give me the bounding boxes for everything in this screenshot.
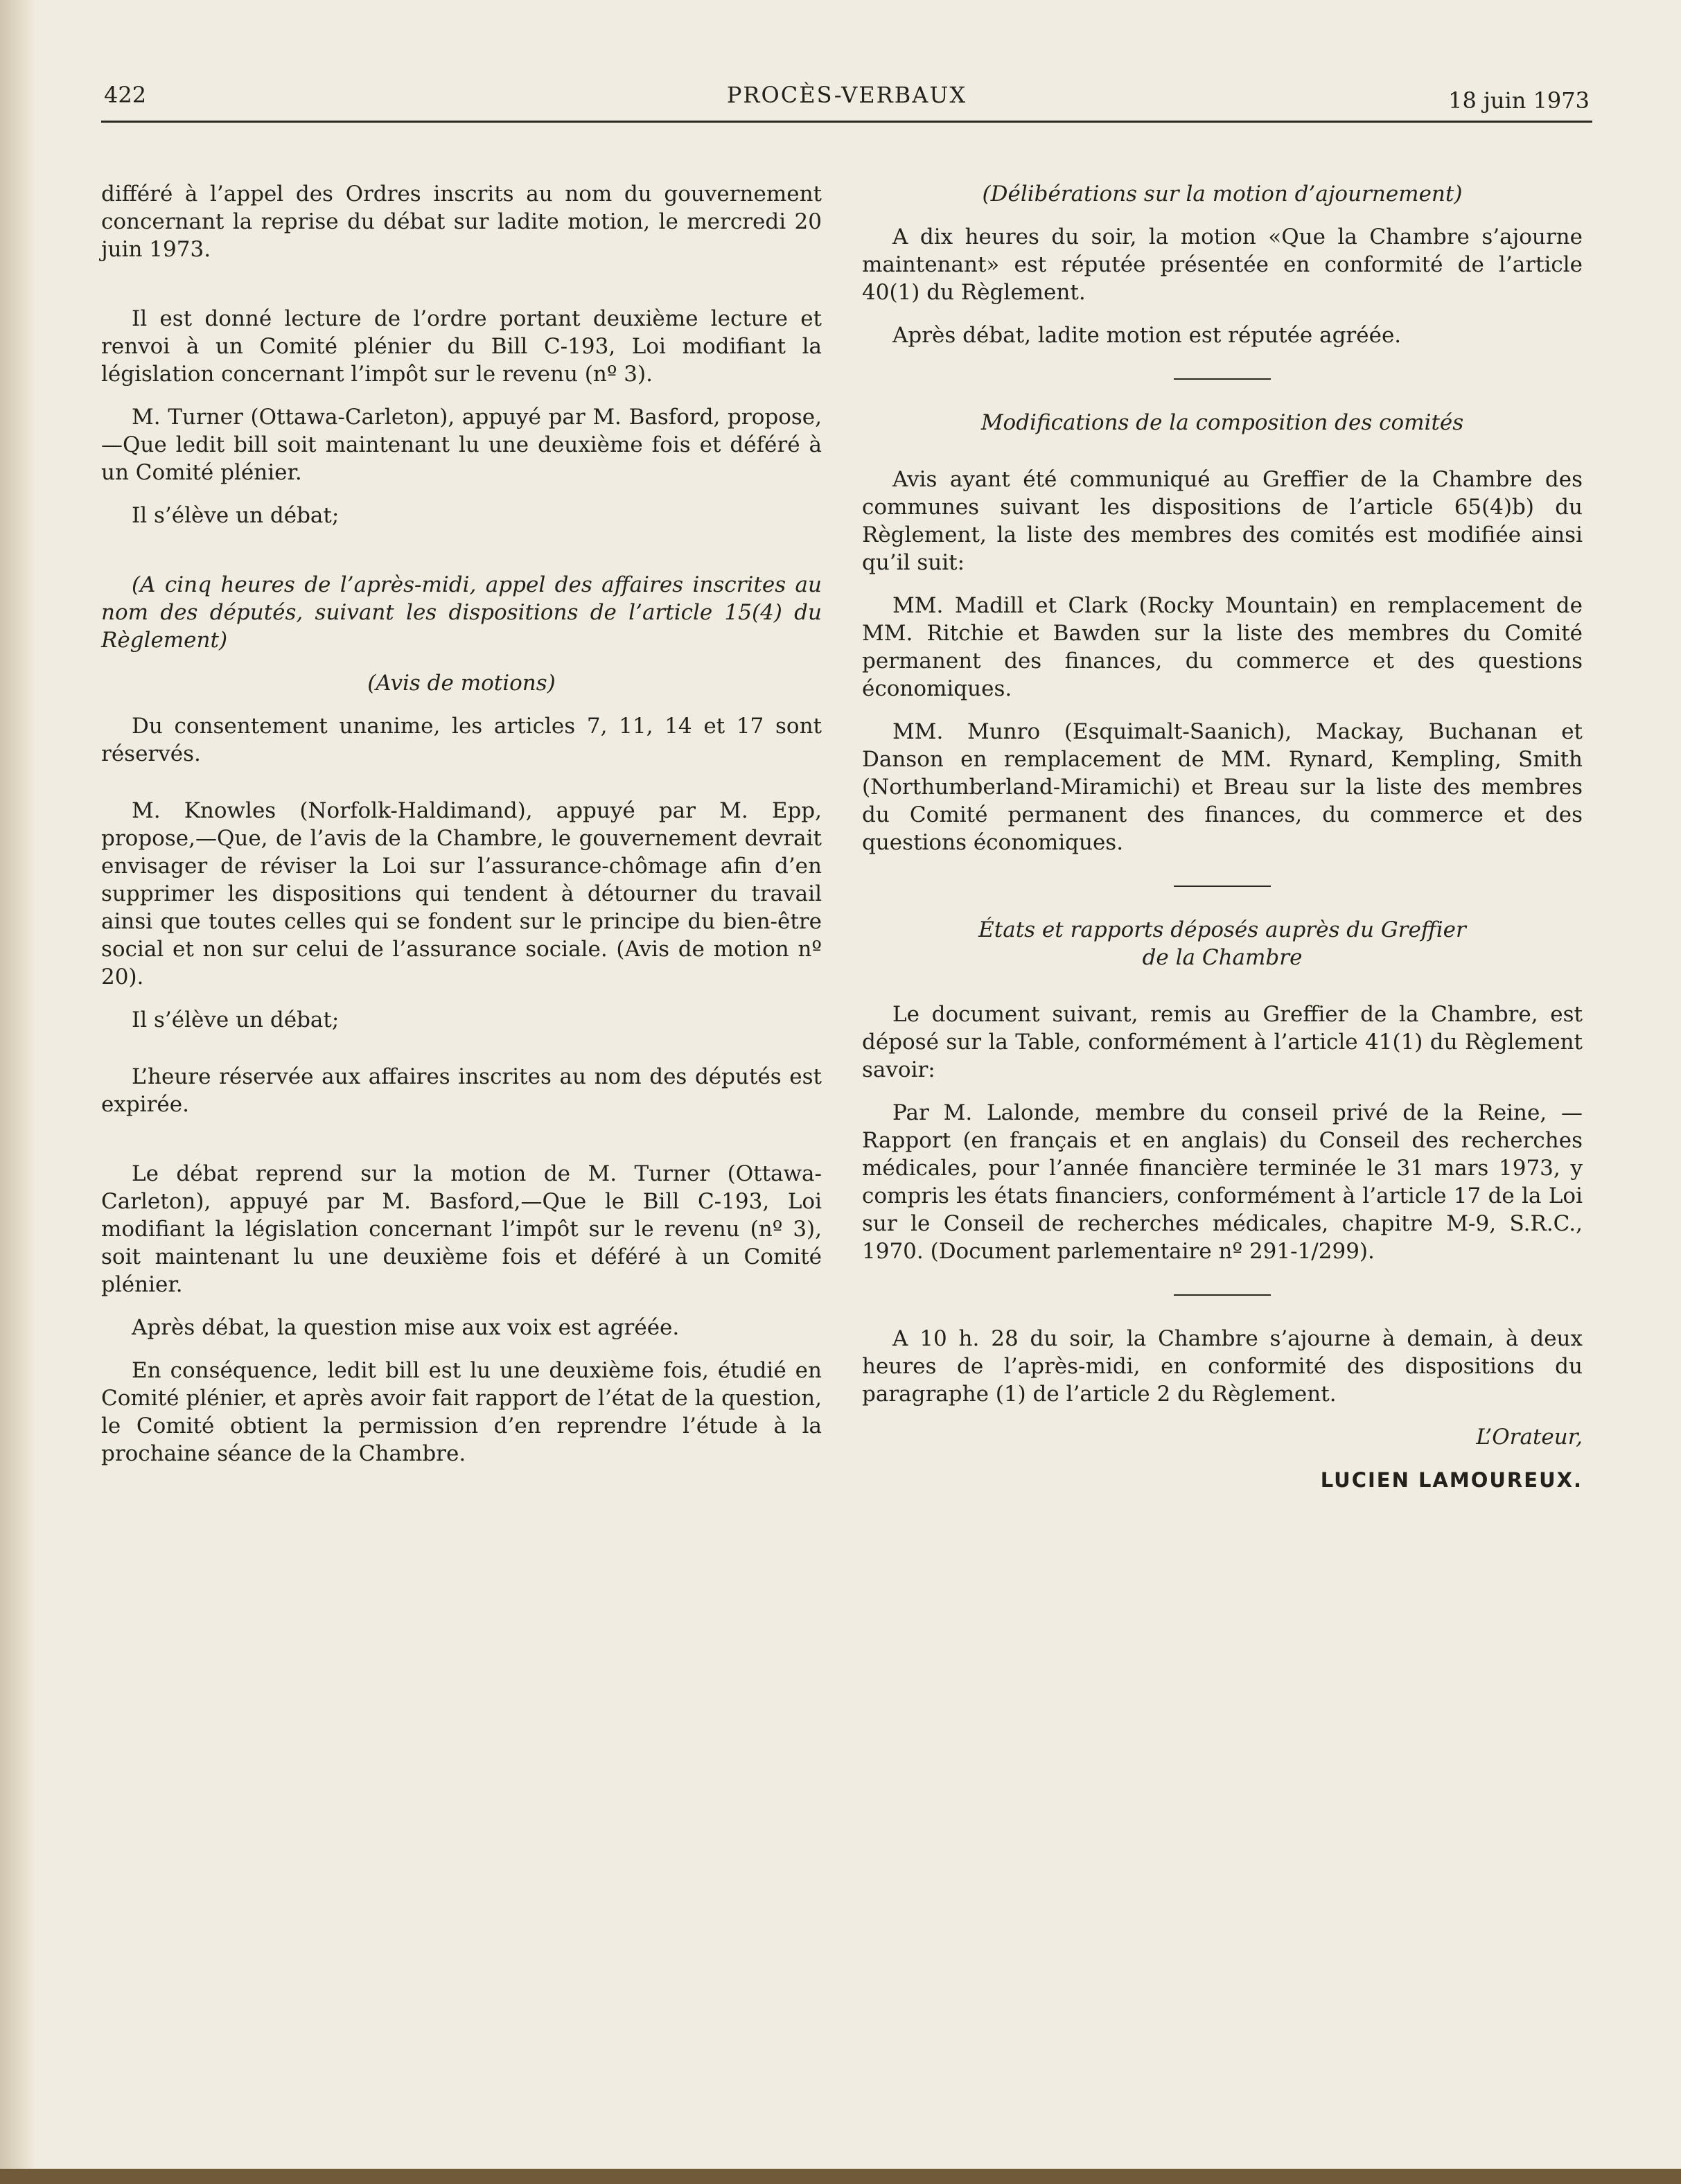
left-paragraph-4: Il s’élève un débat; xyxy=(132,503,340,528)
left-paragraph-13: En conséquence, ledit bill est lu une deuxième fois, étudié en Comité plénier, et après avoir fait rapport de l’état de la question, le Comité obtient la permission d’en reprendre l’étude à la prochaine séance de la Chambre. xyxy=(101,1358,822,1466)
signature-name: LUCIEN LAMOUREUX. xyxy=(1320,1468,1583,1492)
right-paragraph-4: MM. Madill et Clark (Rocky Mountain) en remplacement de MM. Ritchie et Bawden sur la liste des membres du Comité permanent des finances, du commerce et des questions économiques. xyxy=(862,593,1583,701)
left-paragraph-12: Après débat, la question mise aux voix est agréée. xyxy=(132,1315,680,1340)
page-bottom-edge xyxy=(0,2169,1681,2184)
right-paragraph-2: Après débat, ladite motion est réputée agréée. xyxy=(892,323,1402,348)
left-column xyxy=(101,180,822,1468)
left-subheading: (Avis de motions) xyxy=(367,671,556,696)
right-paragraph-1: A dix heures du soir, la motion «Que la Chambre s’ajourne maintenant» est réputée présentée en conformité de l’article 40(1) du Règlement. xyxy=(862,224,1583,305)
page-date: 18 juin 1973 xyxy=(1448,87,1590,114)
left-paragraph-3: M. Turner (Ottawa-Carleton), appuyé par M. Basford, propose,—Que ledit bill soit maintenant lu une deuxième fois et déféré à un Comité plénier. xyxy=(101,405,822,485)
left-paragraph-8: M. Knowles (Norfolk-Haldimand), appuyé par M. Epp, propose,—Que, de l’avis de la Chambre, le gouvernement devrait envisager de réviser la Loi sur l’assurance-chômage afin d’en supprimer les dispositions qui tendent à détourner du travail ainsi que toutes celles qui se fondent sur le principe du bien-être social et non sur celui de l’assurance sociale. (Avis de motion nº 20). xyxy=(101,798,822,989)
left-paragraph-7: Du consentement unanime, les articles 7, 11, 14 et 17 sont réservés. xyxy=(101,714,822,766)
running-title: PROCÈS-VERBAUX xyxy=(726,82,967,108)
page-header xyxy=(101,78,1592,123)
right-subheading-1: (Délibérations sur la motion d’ajournement) xyxy=(982,182,1463,206)
left-paragraph-11: Le débat reprend sur la motion de M. Turner (Ottawa-Carleton), appuyé par M. Basford,—Que le Bill C-193, Loi modifiant la législation concernant l’impôt sur le revenu (nº 3), soit maintenant lu une deuxième fois et déféré à un Comité plénier. xyxy=(101,1161,822,1297)
right-paragraph-3: Avis ayant été communiqué au Greffier de la Chambre des communes suivant les dispositions de l’article 65(4)b) du Règlement, la liste des membres des comités est modifiée ainsi qu’il suit: xyxy=(862,467,1583,575)
right-paragraph-7: Par M. Lalonde, membre du conseil privé de la Reine, —Rapport (en français et en anglais) du Conseil des recherches médicales, pour l’année financière terminée le 31 mars 1973, y compris les états financiers, conformément à l’article 17 de la Loi sur le Conseil de recherches médicales, chapitre M-9, S.R.C., 1970. (Document parlementaire nº 291-1/299). xyxy=(862,1100,1583,1264)
left-paragraph-9: Il s’élève un débat; xyxy=(132,1007,340,1032)
right-paragraph-8: A 10 h. 28 du soir, la Chambre s’ajourne à demain, à deux heures de l’après-midi, en conformité des dispositions du paragraphe (1) de l’article 2 du Règlement. xyxy=(862,1326,1583,1407)
left-paragraph-1: différé à l’appel des Ordres inscrits au nom du gouvernement concernant la reprise du débat sur ladite motion, le mercredi 20 juin 1973. xyxy=(101,182,822,262)
right-heading-2: Modifications de la composition des comités xyxy=(980,410,1464,435)
right-heading-3: États et rapports déposés auprès du Greffier de la Chambre xyxy=(978,917,1466,970)
left-section-note: (A cinq heures de l’après-midi, appel des affaires inscrites au nom des députés, suivant les dispositions de l’article 15(4) du Règlement) xyxy=(101,572,822,653)
page-number: 422 xyxy=(104,82,147,108)
right-paragraph-6: Le document suivant, remis au Greffier de la Chambre, est déposé sur la Table, conformément à l’article 41(1) du Règlement savoir: xyxy=(862,1002,1583,1082)
left-paragraph-2: Il est donné lecture de l’ordre portant deuxième lecture et renvoi à un Comité plénier du Bill C-193, Loi modifiant la législation concernant l’impôt sur le revenu (nº 3). xyxy=(101,306,822,387)
right-paragraph-5: MM. Munro (Esquimalt-Saanich), Mackay, Buchanan et Danson en remplacement de MM. Rynard, Kempling, Smith (Northumberland-Miramichi) et Breau sur la liste des membres du Comité permanent des finances, du commerce et des questions économiques. xyxy=(862,719,1583,855)
left-paragraph-10: L’heure réservée aux affaires inscrites au nom des députés est expirée. xyxy=(101,1064,822,1117)
signature-role: L’Orateur, xyxy=(1476,1425,1583,1450)
page-binding-edge xyxy=(0,0,36,2184)
right-column xyxy=(862,180,1583,1494)
